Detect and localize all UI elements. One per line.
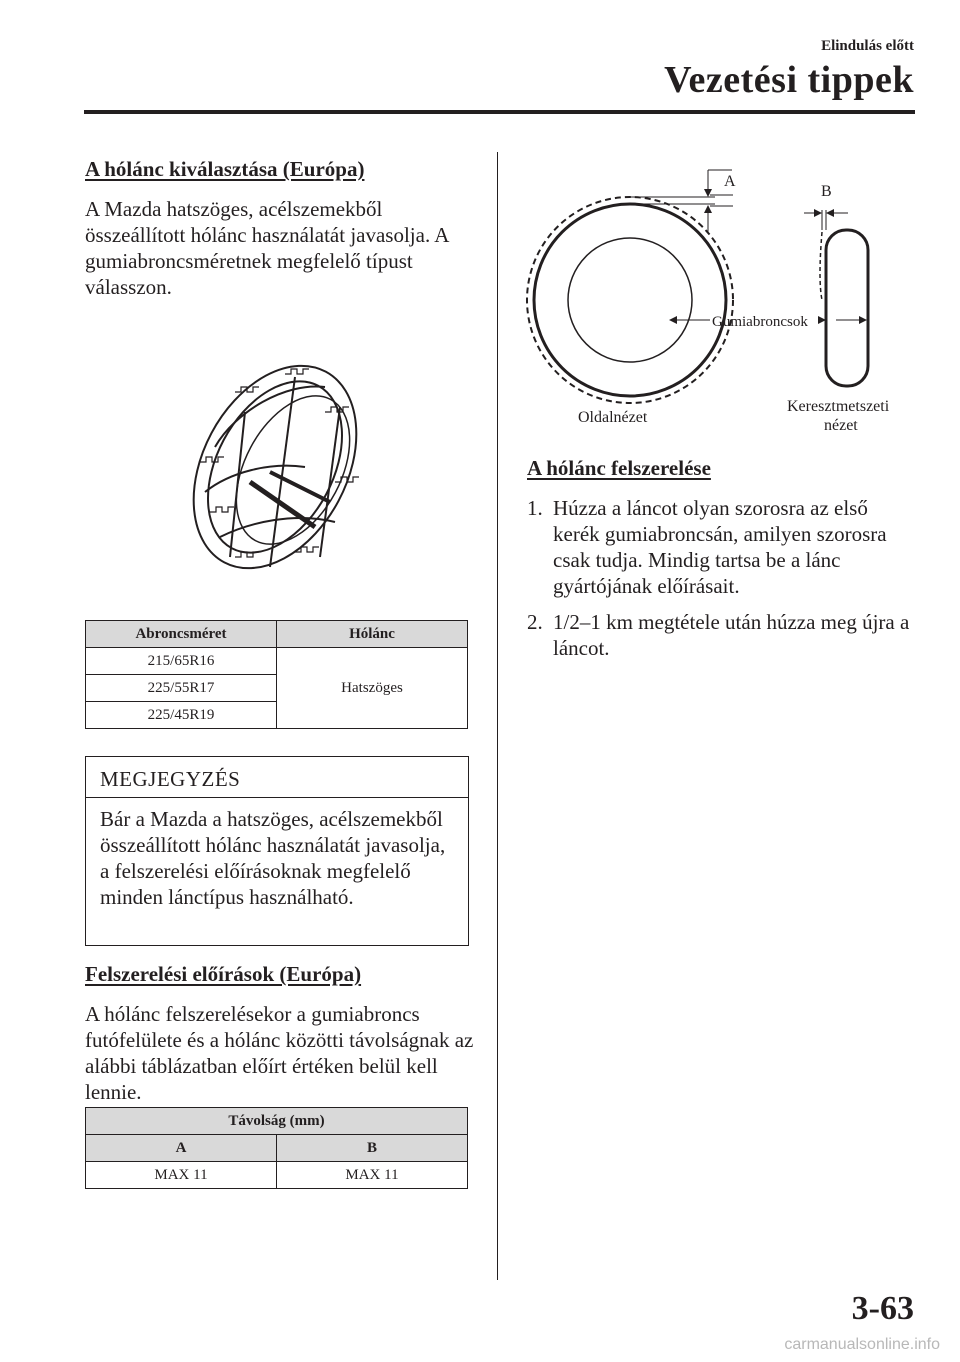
page-number: 3-63 [851,1290,914,1327]
cross-view-caption-2: nézet [824,417,858,434]
table-header: B [277,1135,468,1162]
chain-selection-heading: A hólánc kiválasztása (Európa) [85,157,365,181]
note-box [85,756,469,946]
mounting-heading: A hólánc felszerelése [527,456,711,480]
list-item [527,495,917,599]
tire-outline [534,204,726,396]
rim-outline [568,238,692,362]
table-cell: 225/55R17 [86,675,277,702]
side-view-caption: Oldalnézet [578,409,648,426]
note-text: Bár a Mazda a hatszöges, acélszemekből összeállított hólánc használatát javasolja, a felszerelési előírásoknak megfelelő minden lánctípus használható. [100,807,446,909]
tire-cross-section [826,230,868,386]
table-header: A [86,1135,277,1162]
table-row [86,1162,468,1189]
cross-view-caption: Keresztmetszeti [787,398,890,415]
table-header: Hólánc [277,621,468,648]
install-spec-heading: Felszerelési előírások (Európa) [85,962,362,986]
table-row [86,648,468,675]
label-a: A [724,173,736,190]
chain-outline [527,197,733,403]
header-rule [84,110,915,114]
distance-table [85,1107,468,1189]
step-text: 1/2–1 km megtétele után húzza meg újra a láncot. [553,610,910,660]
label-b: B [821,183,832,200]
tire-size-table [85,620,468,729]
section-title: Elindulás előtt [821,38,914,54]
chain-type-cell: Hatszöges [277,648,468,729]
list-item [527,609,917,661]
table-cell: MAX 11 [277,1162,468,1189]
table-cell: 225/45R19 [86,702,277,729]
step-number: 1. [527,496,543,520]
mounting-steps [527,495,917,661]
page-title: Vezetési tippek [664,59,914,101]
chain-selection-text: A Mazda hatszöges, acélszemekből összeállított hólánc használatát javasolja. A gumiabroncsméretnek megfelelő típust válasszon. [85,197,449,299]
watermark: carmanualsonline.info [784,1336,940,1353]
table-title: Távolság (mm) [86,1108,468,1135]
install-spec-text: A hólánc felszerelésekor a gumiabroncs futófelülete és a hólánc közötti távolságnak az alábbi táblázatban előírt értéken belül kell lennie. [85,1002,474,1104]
snow-chain-illustration [175,352,375,582]
install-spec-section [85,962,475,1105]
column-divider [497,152,498,1280]
step-number: 2. [527,610,543,634]
table-header: Abroncsméret [86,621,277,648]
chain-clearance-diagram [520,160,930,440]
note-title: MEGJEGYZÉS [86,757,468,798]
table-cell: 215/65R16 [86,648,277,675]
table-cell: MAX 11 [86,1162,277,1189]
step-text: Húzza a láncot olyan szorosra az első kerék gumiabroncsán, amilyen szorosra csak tudja. Mindig tartsa be a lánc gyártójának előírásait. [553,496,887,598]
mounting-section [527,456,917,671]
chain-selection-section [85,157,475,300]
tire-label: Gumiabroncsok [712,314,808,330]
